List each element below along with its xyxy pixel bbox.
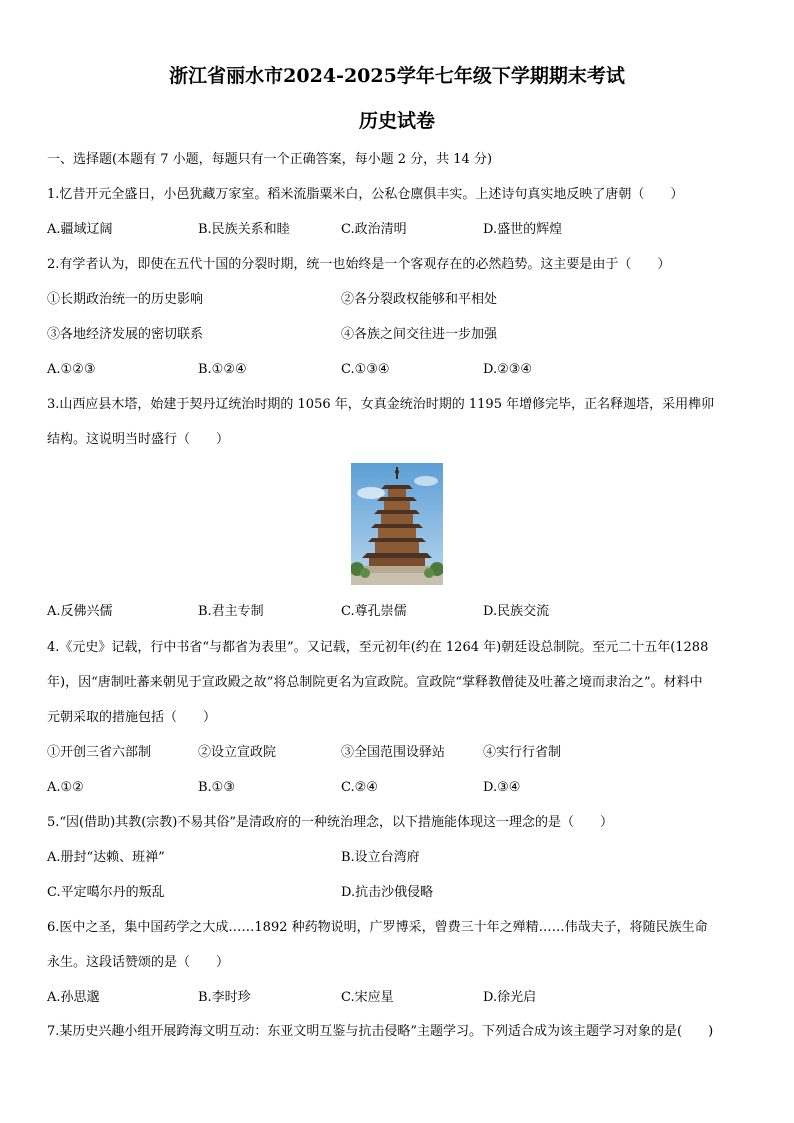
q2-option-b: B.①②④: [198, 362, 247, 377]
q4-option-a: A.①②: [47, 780, 84, 795]
q5-option-b: B.设立台湾府: [341, 850, 420, 865]
question-4-stem-line2: 年)，因“唐制吐蕃来朝见于宣政殿之故”将总制院更名为宣政院。宣政院“掌释教僧徒及吐蕃之境而隶治之”。材料中: [47, 675, 703, 690]
q6-option-b: B.李时珍: [198, 990, 251, 1005]
q4-option-b: B.①③: [198, 780, 235, 795]
question-6-stem-line2: 永生。这段话赞颂的是（ ）: [47, 955, 230, 970]
q6-option-d: D.徐光启: [483, 990, 537, 1005]
q4-option-d: D.③④: [483, 780, 521, 795]
question-5-stem: 5.“因(借助)其教(宗教)不易其俗”是清政府的一种统治理念，以下措施能体现这一理念的是（ ）: [47, 815, 613, 830]
q3-option-a: A.反佛兴儒: [47, 604, 113, 619]
wooden-pagoda-photo: [351, 463, 443, 585]
question-4-stem-line1: 4.《元史》记载，行中书省“与都省为表里”。又记载，至元初年(约在 1264 年)朝廷设总制院。至元二十五年(1288: [47, 640, 709, 655]
q1-option-d: D.盛世的辉煌: [483, 222, 563, 237]
exam-title: 浙江省丽水市2024-2025学年七年级下学期期末考试: [169, 65, 625, 87]
q2-item-2: ②各分裂政权能够和平相处: [341, 292, 498, 307]
question-3-stem-line2: 结构。这说明当时盛行（ ）: [47, 432, 230, 447]
q5-option-d: D.抗击沙俄侵略: [341, 885, 434, 900]
question-1-stem: 1.忆昔开元全盛日，小邑犹藏万家室。稻米流脂粟米白，公私仓廪俱丰实。上述诗句真实地反映了唐朝（ ）: [47, 187, 684, 202]
q2-option-a: A.①②③: [47, 362, 96, 377]
q3-option-c: C.尊孔崇儒: [341, 604, 407, 619]
question-7-stem: 7.某历史兴趣小组开展跨海文明互动：东亚文明互鉴与抗击侵略”主题学习。下列适合成为该主题学习对象的是( ): [47, 1024, 714, 1039]
q4-item-2: ②设立宣政院: [198, 745, 277, 760]
q4-option-c: C.②④: [341, 780, 378, 795]
q2-item-4: ④各族之间交往进一步加强: [341, 327, 498, 342]
q2-option-d: D.②③④: [483, 362, 533, 377]
question-4-stem-line3: 元朝采取的措施包括（ ）: [47, 710, 217, 725]
question-6-stem-line1: 6.医中之圣，集中国药学之大成……1892 种药物说明，广罗博采，曾费三十年之殚精……伟哉夫子，将随民族生命: [47, 920, 708, 935]
question-3-stem-line1: 3.山西应县木塔，始建于契丹辽统治时期的 1056 年，女真金统治时期的 1195 年增修完毕，正名释迦塔，采用榫卯: [47, 397, 715, 412]
q4-item-4: ④实行行省制: [483, 745, 562, 760]
q4-item-1: ①开创三省六部制: [47, 745, 152, 760]
q2-item-1: ①长期政治统一的历史影响: [47, 292, 204, 307]
q1-option-c: C.政治清明: [341, 222, 407, 237]
question-2-stem: 2.有学者认为，即使在五代十国的分裂时期，统一也始终是一个客观存在的必然趋势。这主要是由于（ ）: [47, 257, 671, 272]
q3-option-b: B.君主专制: [198, 604, 264, 619]
q1-option-b: B.民族关系和睦: [198, 222, 290, 237]
q5-option-c: C.平定噶尔丹的叛乱: [47, 885, 165, 900]
q5-option-a: A.册封“达赖、班禅”: [47, 850, 165, 865]
exam-subtitle: 历史试卷: [358, 110, 435, 132]
q3-option-d: D.民族交流: [483, 604, 550, 619]
q6-option-c: C.宋应星: [341, 990, 394, 1005]
q1-option-a: A.疆域辽阔: [47, 222, 113, 237]
q2-item-3: ③各地经济发展的密切联系: [47, 327, 204, 342]
section-heading: 一、选择题(本题有 7 小题，每题只有一个正确答案，每小题 2 分，共 14 分): [47, 152, 493, 167]
q4-item-3: ③全国范围设驿站: [341, 745, 446, 760]
q2-option-c: C.①③④: [341, 362, 390, 377]
q6-option-a: A.孙思邈: [47, 990, 100, 1005]
